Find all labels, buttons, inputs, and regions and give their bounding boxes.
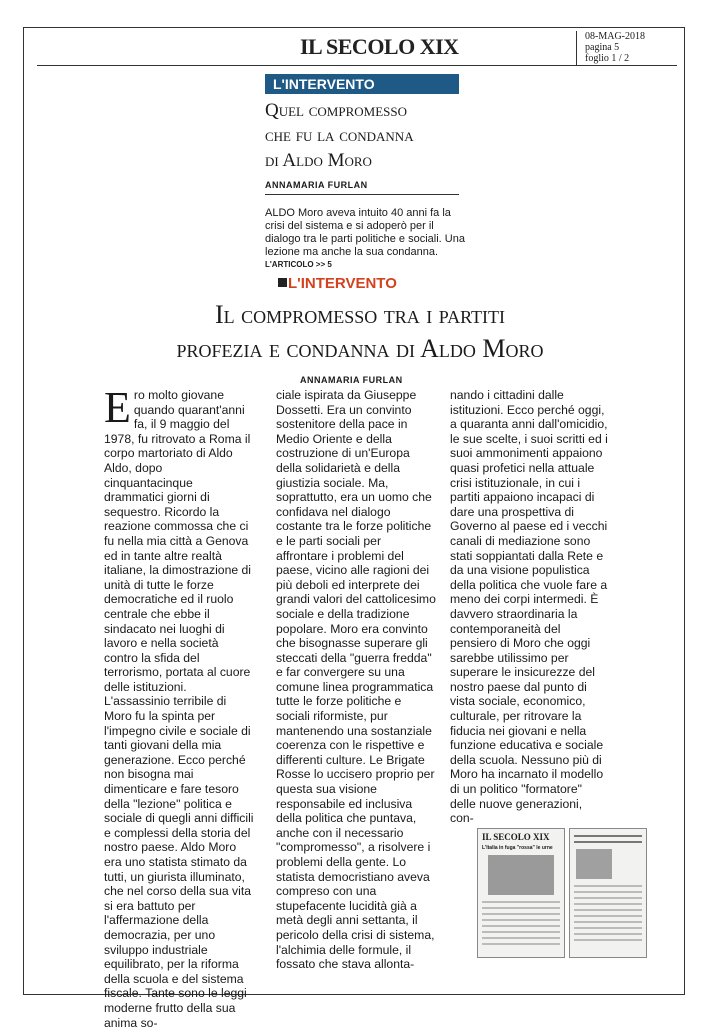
teaser-article-reference: L'ARTICOLO >> 5 <box>265 260 332 269</box>
clipping-sheet: foglio 1 / 2 <box>585 53 630 64</box>
clipping-metadata <box>576 31 680 65</box>
article-column-1 <box>104 383 254 1030</box>
teaser-title <box>265 98 475 173</box>
article-column-3: nando i cittadini dalle istituzioni. Ecco perché oggi, a quaranta anni dall'omicidio, le sue scelte, i suoi scritti ed i suoi ammonimenti appaiono quasi profetici nella attuale crisi istituzionale, in cui i partiti appaiono incapaci di dare una prospettiva di Governo al paese ed i vecchi canali di mediazione sono stati soppiantati dalla Rete e da una visione populistica della politica che vuole fare a meno dei corpi intermedi. È davvero straordinaria la contemporaneità del pensiero di Moro che oggi sarebbe utilissimo per superare le insicurezze del nostro paese dal punto di vista sociale, economico, culturale, per ritrovare la fiducia nei giovani e nella funzione educativa e sociale della scuola. Nessuno più di Moro ha incarnato il modello di un politico "formatore" delle nuove generazioni, con- <box>450 388 608 826</box>
article-kicker: L'INTERVENTO <box>288 275 397 292</box>
headline-line: Il compromesso tra i partiti <box>215 300 505 329</box>
teaser-kicker: L'INTERVENTO <box>265 74 459 94</box>
thumbnail-photo <box>488 855 554 895</box>
teaser-summary: ALDO Moro aveva intuito 40 anni fa la crisi del sistema e si adoperò per il dialogo tra le parti politiche e sociali. Una lezione ma anche la sua condanna. <box>265 207 465 258</box>
teaser-title-line: di Aldo Moro <box>265 150 372 171</box>
teaser-divider <box>265 194 459 195</box>
clipping-date: 08-MAG-2018 <box>585 31 645 42</box>
newspaper-masthead: IL SECOLO XIX <box>300 34 459 59</box>
teaser-title-line: che fu la condanna <box>265 125 414 146</box>
article-column-2: ciale ispirata da Giuseppe Dossetti. Era un convinto sostenitore della pace in Medio Oriente e della costruzione di un'Europa della solidarietà e della giustizia sociale. Ma, soprattutto, era un uomo che confidava nel dialogo costante tra le forze politiche e le parti sociali per affrontare i problemi del paese, vicino alle ragioni dei più deboli ed interprete dei grandi valori del cattolicesimo sociale e della tradizione popolare. Moro era convinto che bisognasse superare gli steccati della "guerra fredda" e far convergere su una comune linea programmatica tutte le forze politiche e sociali riformiste, pur mantenendo una sostanziale coerenza con le rispettive e differenti culture. Le Brigate Rosse lo uccisero proprio per questa sua visione responsabile ed inclusiva della politica che puntava, anche con il necessario "compromesso", a risolvere i problemi della gente. Lo statista democristiano aveva compreso con una stupefacente lucidità già a metà degli anni settanta, il pericolo della crisi di sistema, l'alchimia delle formule, il fossato che stava allonta- <box>276 388 436 972</box>
headline-line: profezia e condanna di Aldo Moro <box>176 334 544 363</box>
teaser-author: ANNAMARIA FURLAN <box>265 180 368 190</box>
clipping-page: pagina 5 <box>585 42 620 53</box>
drop-cap: E <box>104 383 131 432</box>
thumbnail-photo <box>576 849 612 879</box>
thumbnail-headline: L'Italia in fuga "rossa" le urne <box>482 845 553 851</box>
thumbnail-front-page <box>477 828 565 958</box>
thumbnail-masthead: IL SECOLO XIX <box>482 832 550 842</box>
square-bullet-icon <box>278 278 287 287</box>
page-thumbnails <box>477 828 647 956</box>
article-headline <box>60 298 660 366</box>
thumbnail-inner-page <box>569 828 647 958</box>
article-byline: ANNAMARIA FURLAN <box>300 375 403 385</box>
teaser-title-line: Quel compromesso <box>265 100 407 121</box>
column-text: ro molto giovane quando quarant'anni fa, il 9 maggio del 1978, fu ritrovato a Roma il corpo martoriato di Aldo Aldo, dopo cinquantacinque drammatici giorni di sequestro. Ricordo la reazione commossa che ci fu nella mia città a Genova ed in tante altre realtà italiane, la dimostrazione di unità di tutte le forze democratiche ed il ruolo centrale che ebbe il sindacato nei luoghi di lavoro e nella società contro la sfida del terrorismo, portata al cuore delle istituzioni. L'assassinio terribile di Moro fu la spinta per l'impegno civile e sociale di tanti giovani della mia generazione. Ecco perché non bisogna mai dimenticare e fare tesoro della "lezione" politica e sociale di quegli anni difficili e complessi della storia del nostro paese. Aldo Moro era uno statista stimato da tutti, un giurista illuminato, che nel corso della sua vita si era battuto per l'affermazione della democrazia, per uno sviluppo industriale equilibrato, per la riforma della scuola e del sistema fiscale. Tante sono le leggi moderne frutto della sua anima so- <box>104 388 254 1030</box>
